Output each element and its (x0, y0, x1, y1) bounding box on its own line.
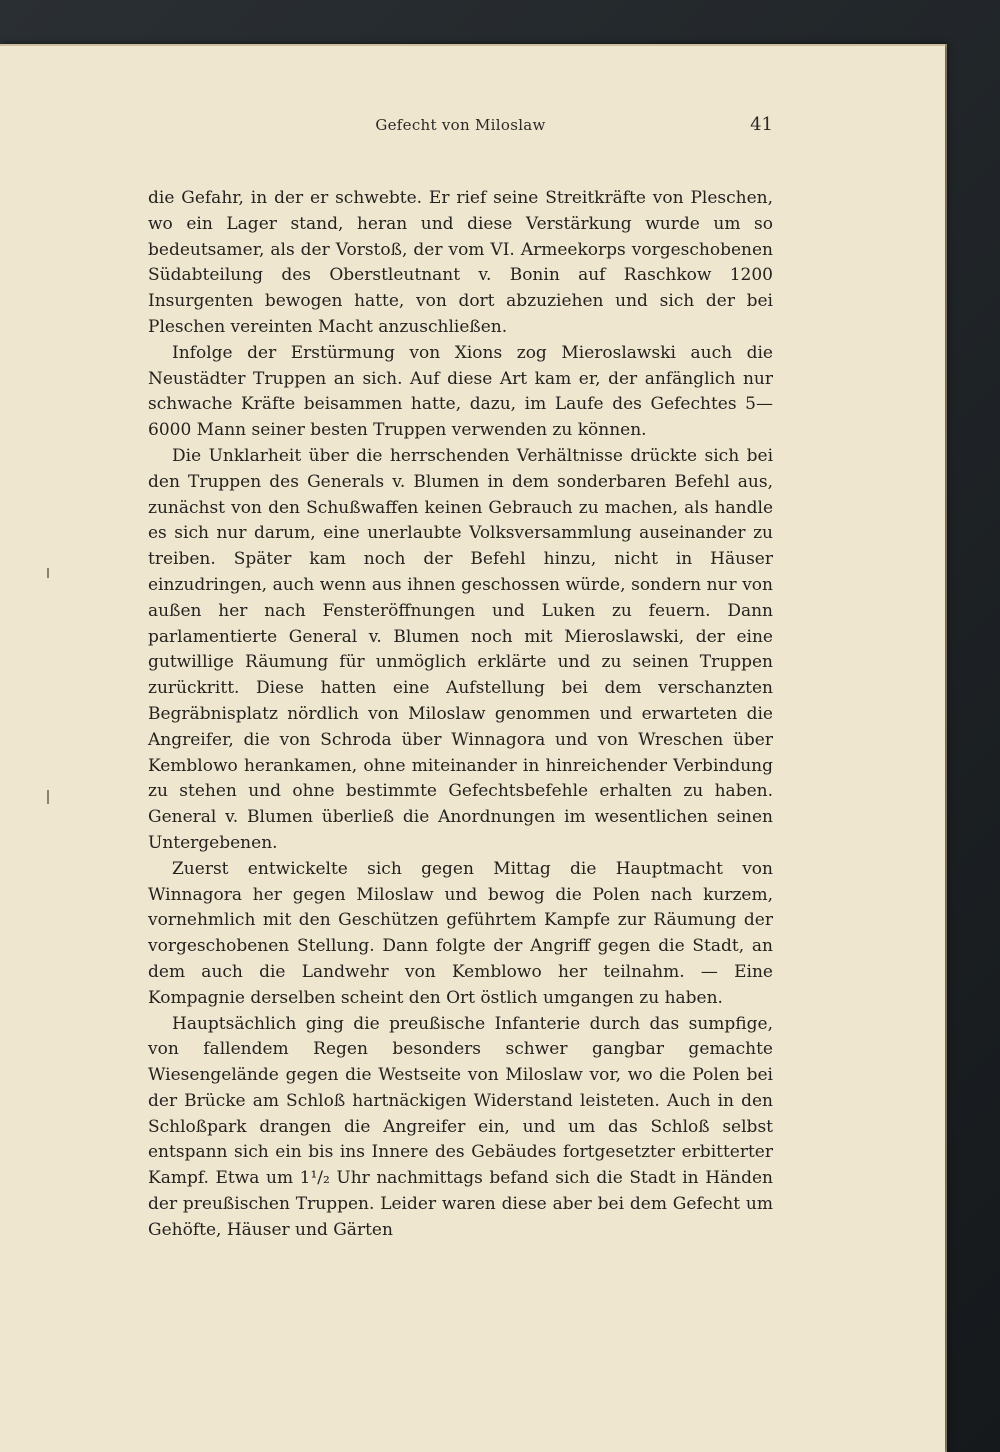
running-head (148, 114, 773, 138)
paragraph: die Gefahr, in der er schwebte. Er rief seine Streitkräfte von Pleschen, wo ein Lager stand, heran und diese Verstärkung wurde um so bedeutsamer, als der Vorstoß, der vom VI. Armeekorps vorgeschobenen Südabteilung des Oberstleutnant v. Bonin auf Raschkow 1200 Insurgenten bewogen hatte, von dort abzuziehen und sich der bei Pleschen vereinten Macht anzuschließen. (148, 188, 773, 337)
body-text (148, 186, 773, 1244)
running-title: Gefecht von Miloslaw (375, 116, 546, 134)
paragraph: Die Unklarheit über die herrschenden Verhältnisse drückte sich bei den Truppen des Generals v. Blumen in dem sonderbaren Befehl aus, zunächst von den Schußwaffen keinen Gebrauch zu machen, als handle es sich nur darum, eine unerlaubte Volksversammlung auseinander zu treiben. Später kam noch der Befehl hinzu, nicht in Häuser einzudringen, auch wenn aus ihnen geschossen würde, sondern nur von außen her nach Fensteröffnungen und Luken zu feuern. Dann parlamentierte General v. Blumen noch mit Mieroslawski, der eine gutwillige Räumung für unmöglich erklärte und zu seinen Truppen zurückritt. Diese hatten eine Aufstellung bei dem verschanzten Begräbnisplatz nördlich von Miloslaw genommen und erwarteten die Angreifer, die von Schroda über Winnagora und von Wreschen über Kemblowo herankamen, ohne miteinander in hinreichender Verbindung zu stehen und ohne bestimmte Gefechtsbefehle erhalten zu haben. General v. Blumen überließ die Anordnungen im wesentlichen seinen Untergebenen. (148, 445, 773, 853)
paragraph: Hauptsächlich ging die preußische Infanterie durch das sumpfige, von fallendem Regen besonders schwer gangbar gemachte Wiesengelände gegen die Westseite von Miloslaw vor, wo die Polen bei der Brücke am Schloß hartnäckigen Widerstand leisteten. Auch in den Schloßpark drangen die Angreifer ein, und um das Schloß selbst entspann sich ein bis ins Innere des Gebäudes fortgesetzter erbitterter Kampf. Etwa um 1¹/₂ Uhr nachmittags befand sich die Stadt in Händen der preußischen Truppen. Leider waren diese aber bei dem Gefecht um Gehöfte, Häuser und Gärten (148, 1013, 773, 1240)
margin-mark (47, 568, 49, 578)
paragraph: Zuerst entwickelte sich gegen Mittag die Hauptmacht von Winnagora her gegen Miloslaw und bewog die Polen nach kurzem, vornehmlich mit den Geschützen geführtem Kampfe zur Räumung der vorgeschobenen Stellung. Dann folgte der Angriff gegen die Stadt, an dem auch die Landwehr von Kemblowo her teilnahm. — Eine Kompagnie derselben scheint den Ort östlich umgangen zu haben. (148, 858, 773, 1008)
margin-mark (47, 790, 49, 804)
paragraph: Infolge der Erstürmung von Xions zog Mieroslawski auch die Neustädter Truppen an sich. Auf diese Art kam er, der anfänglich nur schwache Kräfte beisammen hatte, dazu, im Laufe des Gefechtes 5—6000 Mann seiner besten Truppen verwenden zu können. (148, 342, 773, 441)
page-number: 41 (750, 114, 773, 135)
